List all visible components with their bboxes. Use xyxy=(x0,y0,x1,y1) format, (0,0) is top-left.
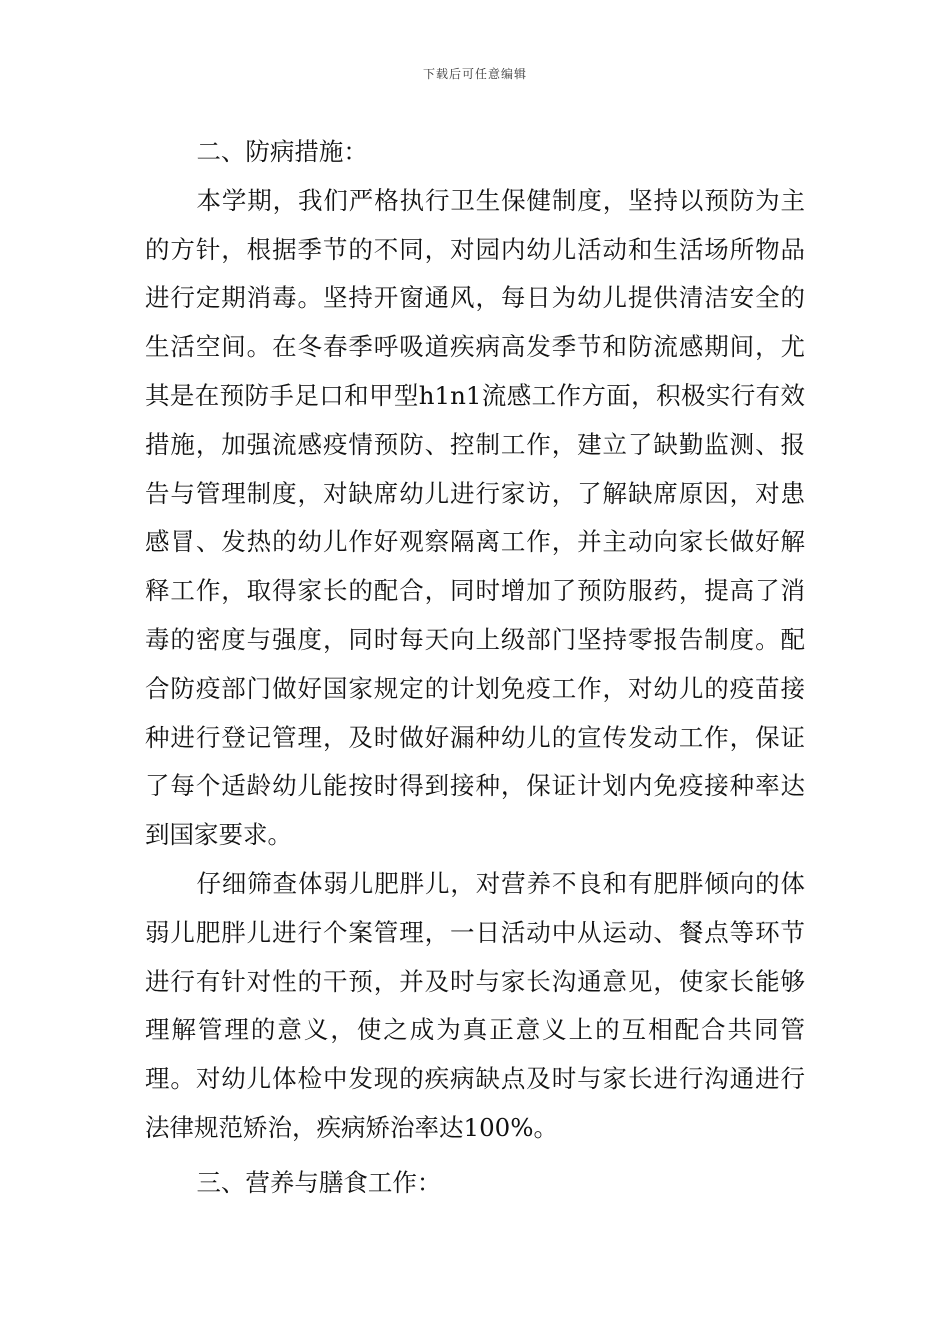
paragraph-weak-obese-children: 仔细筛查体弱儿肥胖儿，对营养不良和有肥胖倾向的体弱儿肥胖儿进行个案管理，一日活动中从运动、餐点等环节进行有针对性的干预，并及时与家长沟通意见，使家长能够理解管理的意义，使之成为真正意义上的互相配合共同管理。对幼儿体检中发现的疾病缺点及时与家长进行沟通进行法律规范矫治，疾病矫治率达100%。 xyxy=(145,868,805,1142)
section-three-heading: 三、营养与膳食工作： xyxy=(196,1167,442,1197)
section-two-heading: 二、防病措施： xyxy=(196,137,368,166)
header-note: 下载后可任意编辑 xyxy=(422,67,527,81)
document-body xyxy=(145,128,805,1208)
paragraph-disease-prevention: 本学期，我们严格执行卫生保健制度，坚持以预防为主的方针，根据季节的不同，对园内幼儿活动和生活场所物品进行定期消毒。坚持开窗通风，每日为幼儿提供清洁安全的生活空间。在冬春季呼吸道疾病高发季节和防流感期间，尤其是在预防手足口和甲型h1n1流感工作方面，积极实行有效措施，加强流感疫情预防、控制工作，建立了缺勤监测、报告与管理制度，对缺席幼儿进行家访，了解缺席原因，对患感冒、发热的幼儿作好观察隔离工作，并主动向家长做好解释工作，取得家长的配合，同时增加了预防服药，提高了消毒的密度与强度，同时每天向上级部门坚持零报告制度。配合防疫部门做好国家规定的计划免疫工作，对幼儿的疫苗接种进行登记管理，及时做好漏种幼儿的宣传发动工作，保证了每个适龄幼儿能按时得到接种，保证计划内免疫接种率达到国家要求。 xyxy=(145,185,805,850)
